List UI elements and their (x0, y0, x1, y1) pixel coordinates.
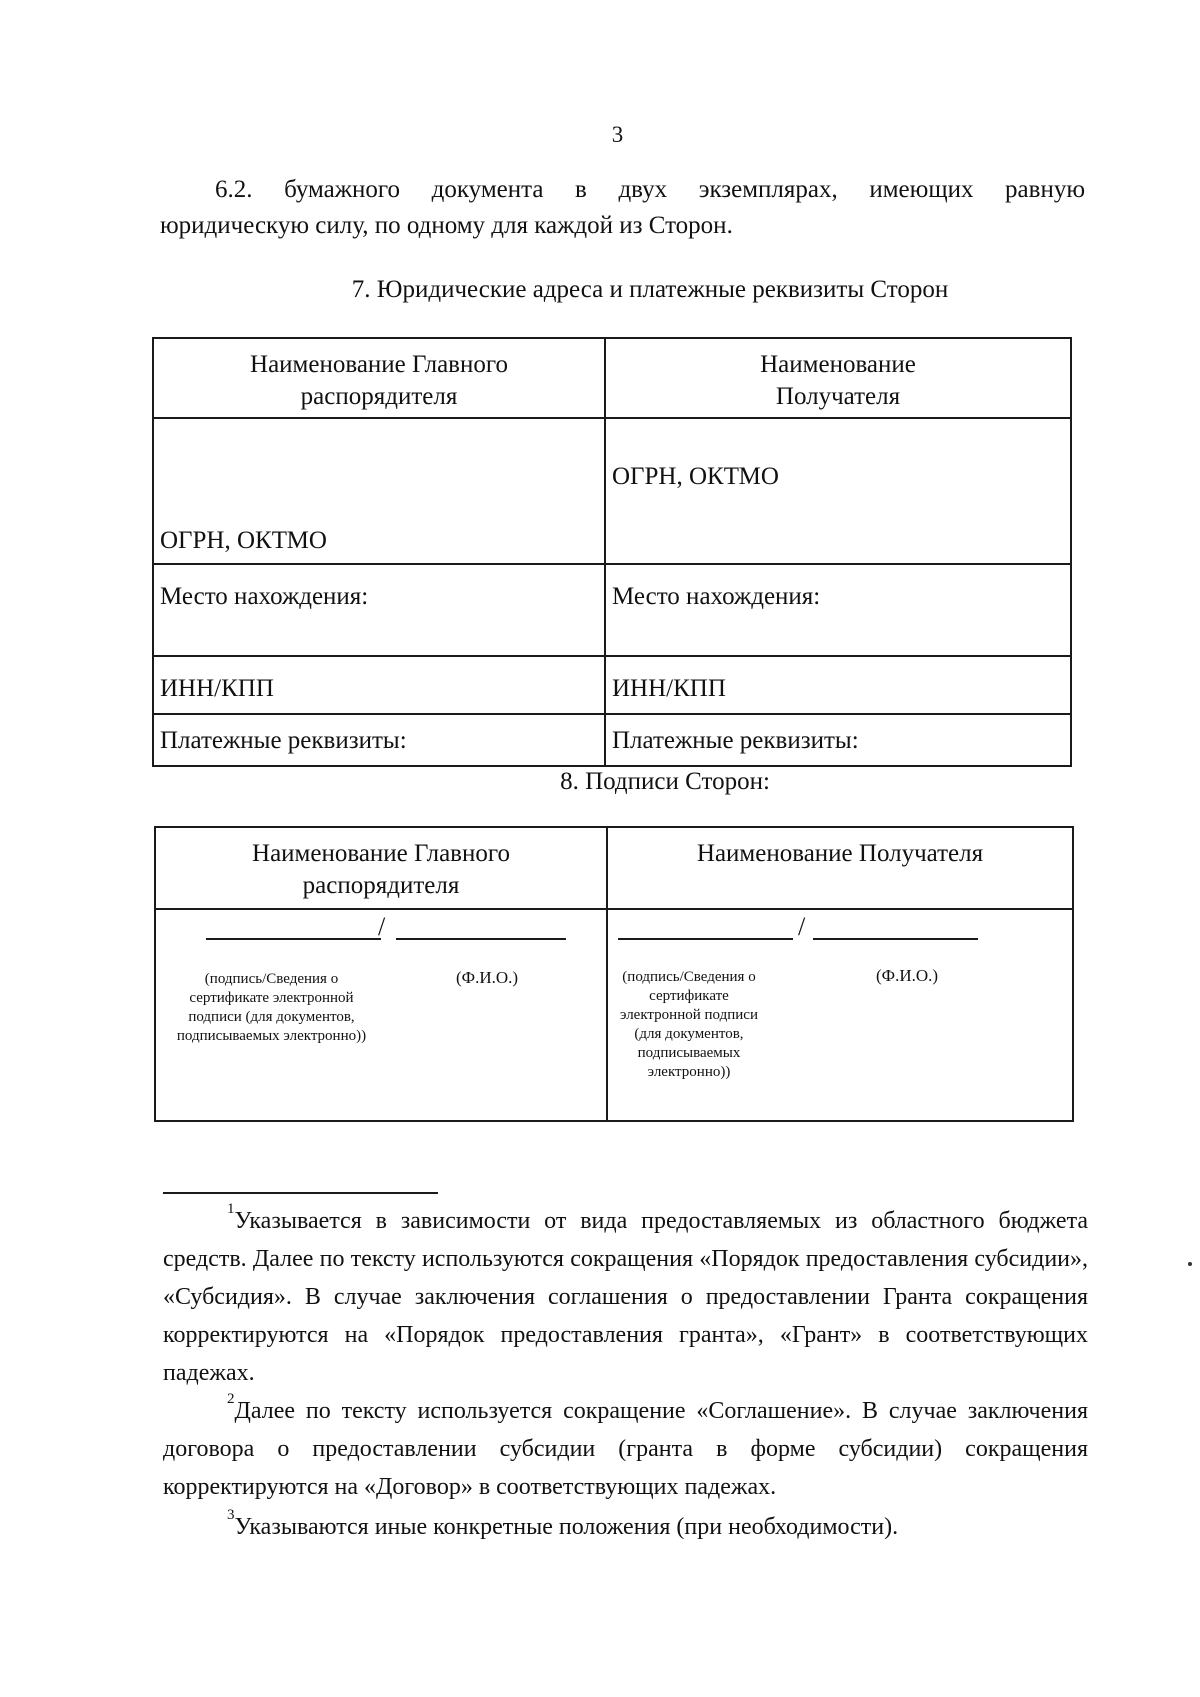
fio-label-right: (Ф.И.О.) (876, 966, 939, 985)
requisites-header-row (153, 338, 1071, 418)
intro-paragraph (160, 172, 1085, 244)
name-line-left (396, 938, 566, 940)
signatures-header-left: Наименование Главного распорядителя (155, 827, 607, 909)
footnote-3 (163, 1508, 1088, 1546)
intro-clause-number: 6.2. (215, 176, 253, 203)
name-line-right (813, 938, 978, 940)
signatures-row (155, 909, 1073, 1121)
page-number: 3 (611, 122, 624, 147)
location-right: Место нахождения: (605, 564, 1071, 656)
ogrn-row (153, 418, 1071, 564)
signature-note-left: (подпись/Сведения о сертификате электронной подписи (для документов, подписываемых электронно)) (176, 971, 367, 1044)
intro-line-1-text: бумажного документа в двух экземплярах, имеющих равную (284, 176, 1085, 203)
ogrn-right: ОГРН, ОКТМО (605, 418, 1071, 564)
footnote-3-mark: 3 (227, 1507, 235, 1523)
payment-right: Платежные реквизиты: (605, 714, 1071, 766)
section-8-title: 8. Подписи Сторон: (560, 768, 770, 795)
signature-cell-left (155, 909, 607, 1121)
footnote-2 (163, 1392, 1088, 1506)
signature-line-left (206, 938, 381, 940)
inn-row (153, 656, 1071, 714)
requisites-table (152, 337, 1072, 767)
footnote-2-mark: 2 (227, 1391, 235, 1407)
ogrn-left: ОГРН, ОКТМО (153, 418, 605, 564)
inn-left: ИНН/КПП (153, 656, 605, 714)
signature-cell-right (607, 909, 1073, 1121)
signatures-header-row (155, 827, 1073, 909)
signature-note-right: (подпись/Сведения о сертификате электронной подписи (для документов, подписываемых электронно)) (620, 969, 758, 1080)
section-7-title: 7. Юридические адреса и платежные реквизиты Сторон (351, 276, 949, 303)
intro-line-1 (160, 172, 1085, 208)
footnote-1-text: Указывается в зависимости от вида предоставляемых из областного бюджета средств. Далее по тексту используются сокращения «Порядок предоставления субсидии», «Субсидия». В случае заключения соглашения о предоставлении Гранта сокращения корректируются на «Порядок предоставления гранта», «Грант» в соответствующих падежах. (163, 1208, 1088, 1386)
signature-slash-left: / (378, 912, 386, 941)
location-row (153, 564, 1071, 656)
footnote-1-mark: 1 (227, 1201, 235, 1217)
payment-row (153, 714, 1071, 766)
intro-line-2: юридическую силу, по одному для каждой из Сторон. (160, 212, 733, 239)
footnote-2-text: Далее по тексту используется сокращение «Соглашение». В случае заключения договора о предоставлении субсидии (гранта в форме субсидии) сокращения корректируются на «Договор» в соответствующих падежах. (163, 1398, 1088, 1500)
location-left: Место нахождения: (153, 564, 605, 656)
scan-speck (1188, 1262, 1192, 1266)
signature-line-right (618, 938, 793, 940)
signatures-header-right: Наименование Получателя (607, 827, 1073, 909)
inn-right: ИНН/КПП (605, 656, 1071, 714)
footnote-3-text: Указываются иные конкретные положения (при необходимости). (234, 1514, 899, 1540)
fio-label-left: (Ф.И.О.) (456, 968, 519, 987)
requisites-header-right: Наименование Получателя (605, 338, 1071, 418)
payment-left: Платежные реквизиты: (153, 714, 605, 766)
footnote-1 (163, 1202, 1088, 1392)
footnote-separator (163, 1192, 438, 1194)
signatures-table (154, 826, 1074, 1122)
requisites-header-left: Наименование Главного распорядителя (153, 338, 605, 418)
signature-slash-right: / (798, 912, 806, 941)
